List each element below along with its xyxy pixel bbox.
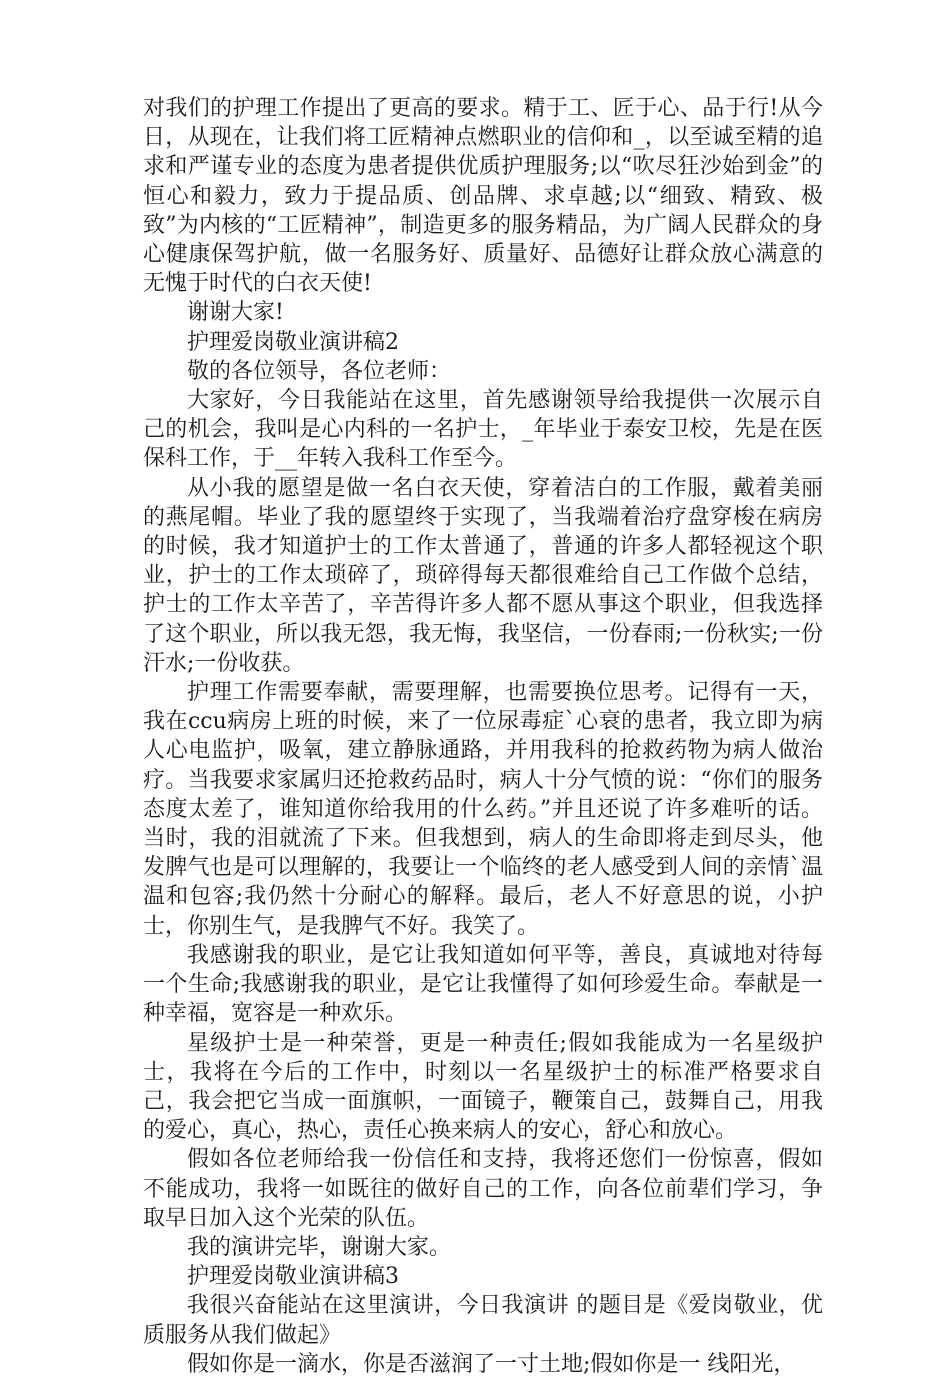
paragraph-gratitude: 我感谢我的职业，是它让我知道如何平等，善良，真诚地对待每一个生命;我感谢我的职业，是它让我懂得了如何珍爱生命。奉献是一种幸福，宽容是一种欢乐。 <box>143 942 823 1027</box>
paragraph-intro-continuation: 对我们的护理工作提出了更高的要求。精于工、匠于心、品于行!从今日，从现在，让我们将工匠精神点燃职业的信仰和_，以至诚至精的追求和严谨专业的态度为患者提供优质护理服务;以“吹尽狂沙始到金”的恒心和毅力，致力于提品质、创品牌、求卓越;以“细致、精致、极致”为内核的“工匠精神”，制造更多的服务精品，为广阔人民群众的身心健康保驾护航，做一名服务好、质量好、品德好让群众放心满意的无愧于时代的白衣天使! <box>143 96 823 297</box>
paragraph-trust: 假如各位老师给我一份信任和支持，我将还您们一份惊喜，假如不能成功，我将一如既往的做好自己的工作，向各位前辈们学习，争取早日加入这个光荣的队伍。 <box>143 1147 823 1231</box>
paragraph-closing: 我的演讲完毕，谢谢大家。 <box>187 1234 452 1260</box>
paragraph-star-nurse: 星级护士是一种荣誉，更是一种责任;假如我能成为一名星级护士，我将在今后的工作中，时刻以一名星级护士的标准严格要求自己，我会把它当成一面旗帜，一面镜子，鞭策自己，鼓舞自己，用我的爱心，真心，热心，责任心换来病人的安心，舒心和放心。 <box>143 1030 823 1144</box>
paragraph-ccu-story: 护理工作需要奉献，需要理解，也需要换位思考。记得有一天，我在ccu病房上班的时候，来了一位尿毒症`心衰的患者，我立即为病人心电监护，吸氧，建立静脉通路，并用我科的抢救药物为病人做治疗。当我要求家属归还抢救药品时，病人十分气愤的说：“你们的服务态度太差了，谁知道你给我用的什么药。”并且还说了许多难听的话。当时，我的泪就流了下来。但我想到，病人的生命即将走到尽头，他发脾气也是可以理解的，我要让一个临终的老人感受到人间的亲情`温温和包容;我仍然十分耐心的解释。最后，老人不好意思的说，小护士，你别生气，是我脾气不好。我笑了。 <box>143 680 823 939</box>
paragraph-topic: 我很兴奋能站在这里演讲，今日我演讲 的题目是《爱岗敬业，优质服务从我们做起》 <box>143 1293 823 1348</box>
section-heading-2: 护理爱岗敬业演讲稿2 <box>187 329 399 355</box>
paragraph-salutation: 敬的各位领导，各位老师： <box>187 358 452 384</box>
section-heading-3: 护理爱岗敬业演讲稿3 <box>187 1264 399 1290</box>
paragraph-water-drop: 假如你是一滴水，你是否滋润了一寸土地;假如你是一 线阳光， <box>187 1351 796 1377</box>
paragraph-self-intro: 大家好，今日我能站在这里，首先感谢领导给我提供一次展示自己的机会，我叫是心内科的一名护士，_年毕业于泰安卫校，先是在医保科工作，于__年转入我科工作至今。 <box>143 388 823 472</box>
paragraph-childhood-wish: 从小我的愿望是做一名白衣天使，穿着洁白的工作服，戴着美丽的燕尾帽。毕业了我的愿望终于实现了，当我端着治疗盘穿梭在病房的时候，我才知道护士的工作太普通了，普通的许多人都轻视这个职业，护士的工作太琐碎了，琐碎得每天都很难给自己工作做个总结，护士的工作太辛苦了，辛苦得许多人都不愿从事这个职业，但我选择了这个职业，所以我无怨，我无悔，我坚信，一份春雨;一份秋实;一份汗水;一份收获。 <box>143 475 823 676</box>
paragraph-thanks: 谢谢大家! <box>187 300 284 326</box>
body-text <box>143 94 823 1379</box>
